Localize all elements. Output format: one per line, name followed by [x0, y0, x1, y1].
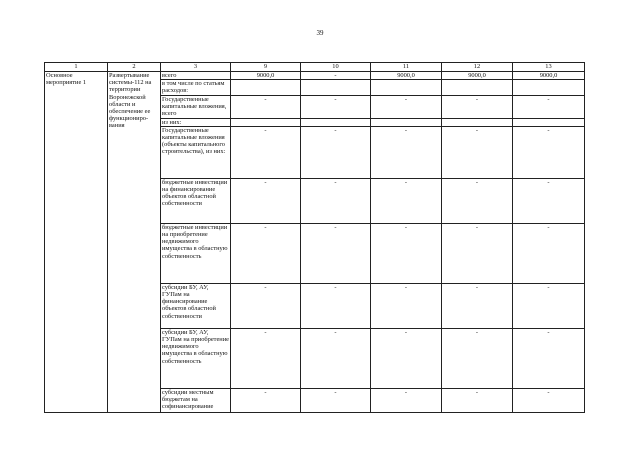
- row-value: [513, 80, 585, 95]
- row-value: -: [513, 178, 585, 223]
- row-label: субсидии БУ, АУ, ГУПам на финансирование объектов областной собственности: [161, 283, 231, 328]
- row-value: -: [231, 388, 301, 412]
- row-value: -: [301, 388, 371, 412]
- row-value: -: [371, 126, 442, 178]
- row-label: бюджетные инвестиции на финансирование объектов областной собственности: [161, 178, 231, 223]
- row-value: -: [513, 223, 585, 283]
- col-header-1: 1: [45, 63, 108, 72]
- row-label: субсидии БУ, АУ, ГУПам на приобретение недвижимого имущества в областную собственность: [161, 328, 231, 388]
- col-header-12: 12: [442, 63, 513, 72]
- row-label: всего: [161, 72, 231, 80]
- row-value: -: [231, 95, 301, 118]
- col-header-2: 2: [108, 63, 161, 72]
- row-value: 9000,0: [513, 72, 585, 80]
- row-value: -: [442, 283, 513, 328]
- row-value: [371, 118, 442, 126]
- row-value: -: [442, 178, 513, 223]
- row-value: -: [513, 388, 585, 412]
- row-value: [371, 80, 442, 95]
- row-value: -: [513, 95, 585, 118]
- row-value: [442, 118, 513, 126]
- row-label: в том числе по статьям расходов:: [161, 80, 231, 95]
- row-value: -: [371, 388, 442, 412]
- row-value: -: [371, 95, 442, 118]
- table-row: [45, 72, 585, 80]
- row-label: субсидии местным бюджетам на софинансирование: [161, 388, 231, 412]
- row-value: -: [301, 126, 371, 178]
- col-header-9: 9: [231, 63, 301, 72]
- row-value: -: [231, 223, 301, 283]
- row-value: -: [371, 283, 442, 328]
- header-row: [45, 63, 585, 72]
- row-value: [442, 80, 513, 95]
- row-value: -: [301, 223, 371, 283]
- page-number: 39: [316, 29, 324, 37]
- row-value: 9000,0: [442, 72, 513, 80]
- row-value: -: [301, 95, 371, 118]
- row-value: -: [442, 126, 513, 178]
- row-value: -: [513, 328, 585, 388]
- row-value: -: [301, 283, 371, 328]
- row-value: -: [301, 72, 371, 80]
- row-value: -: [442, 95, 513, 118]
- row-value: -: [301, 328, 371, 388]
- budget-table: [44, 62, 585, 413]
- event-name-cell: Основное мероприятие 1: [45, 72, 108, 413]
- row-value: -: [301, 178, 371, 223]
- row-value: -: [231, 328, 301, 388]
- col-header-13: 13: [513, 63, 585, 72]
- row-label: бюджетные инвестиции на приобретение недвижимого имущества в областную собственность: [161, 223, 231, 283]
- col-header-11: 11: [371, 63, 442, 72]
- row-label: Государственные капитальные вложения, всего: [161, 95, 231, 118]
- row-label: Государственные капитальные вложения (объекты капитального строительства), из них:: [161, 126, 231, 178]
- row-value: [231, 118, 301, 126]
- row-value: [231, 80, 301, 95]
- row-value: -: [231, 126, 301, 178]
- col-header-3: 3: [161, 63, 231, 72]
- row-value: -: [513, 126, 585, 178]
- row-value: -: [442, 388, 513, 412]
- row-value: 9000,0: [371, 72, 442, 80]
- row-value: -: [513, 283, 585, 328]
- row-value: -: [442, 328, 513, 388]
- col-header-10: 10: [301, 63, 371, 72]
- row-value: -: [371, 178, 442, 223]
- row-value: [513, 118, 585, 126]
- row-value: -: [371, 328, 442, 388]
- row-label: из них:: [161, 118, 231, 126]
- event-description-cell: Развертывание системы-112 на территории Воронежской области и обеспечение ее функциониро-вания: [108, 72, 161, 413]
- row-value: 9000,0: [231, 72, 301, 80]
- row-value: -: [442, 223, 513, 283]
- row-value: -: [371, 223, 442, 283]
- row-value: [301, 80, 371, 95]
- row-value: [301, 118, 371, 126]
- row-value: -: [231, 178, 301, 223]
- row-value: -: [231, 283, 301, 328]
